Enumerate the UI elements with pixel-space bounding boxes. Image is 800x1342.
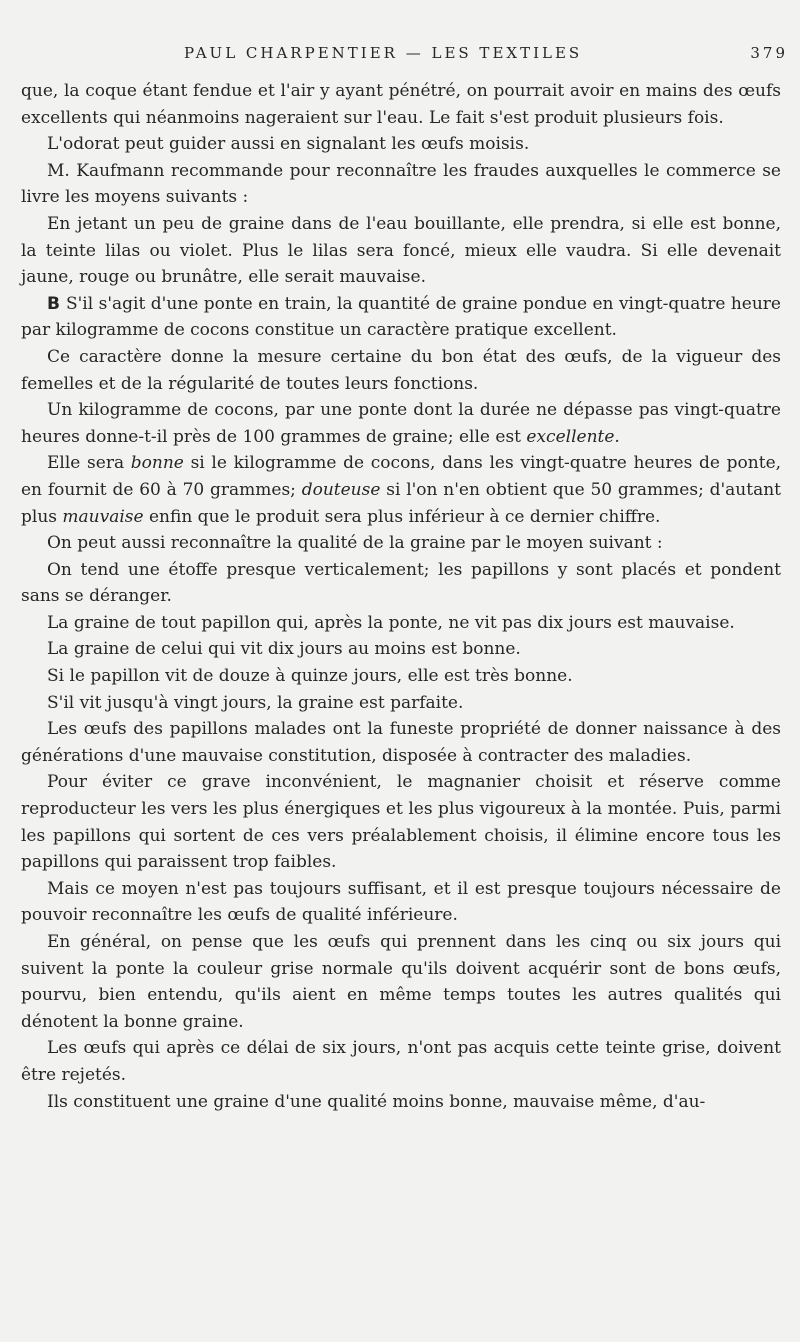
- paragraph: M. Kaufmann recommande pour reconnaître les fraudes auxquelles le commerce se livre les moyens suivants :: [21, 160, 781, 208]
- page-header: [0, 44, 800, 68]
- running-title: PAUL CHARPENTIER — LES TEXTILES: [184, 44, 583, 62]
- paragraph: Ce caractère donne la mesure certaine du bon état des œufs, de la vigueur des femelles et de la régularité de toutes leurs fonctions.: [21, 346, 781, 394]
- paragraph: En jetant un peu de graine dans de l'eau bouillante, elle prendra, si elle est bonne, la teinte lilas ou violet. Plus le lilas sera foncé, mieux elle vaudra. Si elle devenait jaune, rouge ou brunâtre, elle serait mauvaise.: [21, 213, 781, 288]
- paragraph: L'odorat peut guider aussi en signalant les œufs moisis.: [47, 134, 530, 155]
- body-text: [21, 78, 781, 1115]
- paragraph: On peut aussi reconnaître la qualité de la graine par le moyen suivant :: [47, 533, 663, 554]
- paragraph: La graine de celui qui vit dix jours au moins est bonne.: [47, 639, 521, 660]
- paragraph: Pour éviter ce grave inconvénient, le magnanier choisit et réserve comme reproducteur les vers les plus énergiques et les plus vigoureux à la montée. Puis, parmi les papillons qui sortent de ces vers préalablement choisis, il élimine encore tous les papillons qui paraissent trop faibles.: [21, 772, 781, 873]
- paragraph: B S'il s'agit d'une ponte en train, la quantité de graine pondue en vingt-quatre heure par kilogramme de cocons constitue un caractère pratique excellent.: [21, 293, 781, 341]
- paragraph: Les œufs qui après ce délai de six jours, n'ont pas acquis cette teinte grise, doivent être rejetés.: [21, 1038, 781, 1085]
- paragraph: Un kilogramme de cocons, par une ponte dont la durée ne dépasse pas vingt-quatre heures donne-t-il près de 100 grammes de graine; elle est excellente.: [21, 400, 781, 447]
- paragraph: Elle sera bonne si le kilogramme de cocons, dans les vingt-quatre heures de ponte, en fournit de 60 à 70 grammes; douteuse si l'on n'en obtient que 50 grammes; d'autant plus mauvaise enfin que le produit sera plus inférieur à ce dernier chiffre.: [21, 453, 782, 527]
- paragraph: On tend une étoffe presque verticalement; les papillons y sont placés et pondent sans se déranger.: [21, 559, 781, 607]
- paragraph: S'il vit jusqu'à vingt jours, la graine est parfaite.: [47, 692, 464, 713]
- page-number: 379: [750, 44, 788, 62]
- paragraph: Les œufs des papillons malades ont la funeste propriété de donner naissance à des générations d'une mauvaise constitution, disposée à contracter des maladies.: [21, 719, 781, 766]
- paragraph: que, la coque étant fendue et l'air y ayant pénétré, on pourrait avoir en mains des œufs excellents qui néanmoins nageraient sur l'eau. Le fait s'est produit plusieurs fois.: [21, 81, 781, 128]
- paragraph: La graine de tout papillon qui, après la ponte, ne vit pas dix jours est mauvaise.: [47, 612, 735, 633]
- bullet-marker: B: [47, 293, 60, 314]
- paragraph: En général, on pense que les œufs qui prennent dans les cinq ou six jours qui suivent la ponte la couleur grise normale qu'ils doivent acquérir sont de bons œufs, pourvu, bien entendu, qu'ils aient en même temps toutes les autres qualités qui dénotent la bonne graine.: [21, 932, 781, 1032]
- paragraph: Mais ce moyen n'est pas toujours suffisant, et il est presque toujours nécessaire de pouvoir reconnaître les œufs de qualité inférieure.: [21, 878, 781, 926]
- paragraph: Si le papillon vit de douze à quinze jours, elle est très bonne.: [47, 666, 573, 687]
- paragraph: Ils constituent une graine d'une qualité moins bonne, mauvaise même, d'au-: [47, 1091, 706, 1112]
